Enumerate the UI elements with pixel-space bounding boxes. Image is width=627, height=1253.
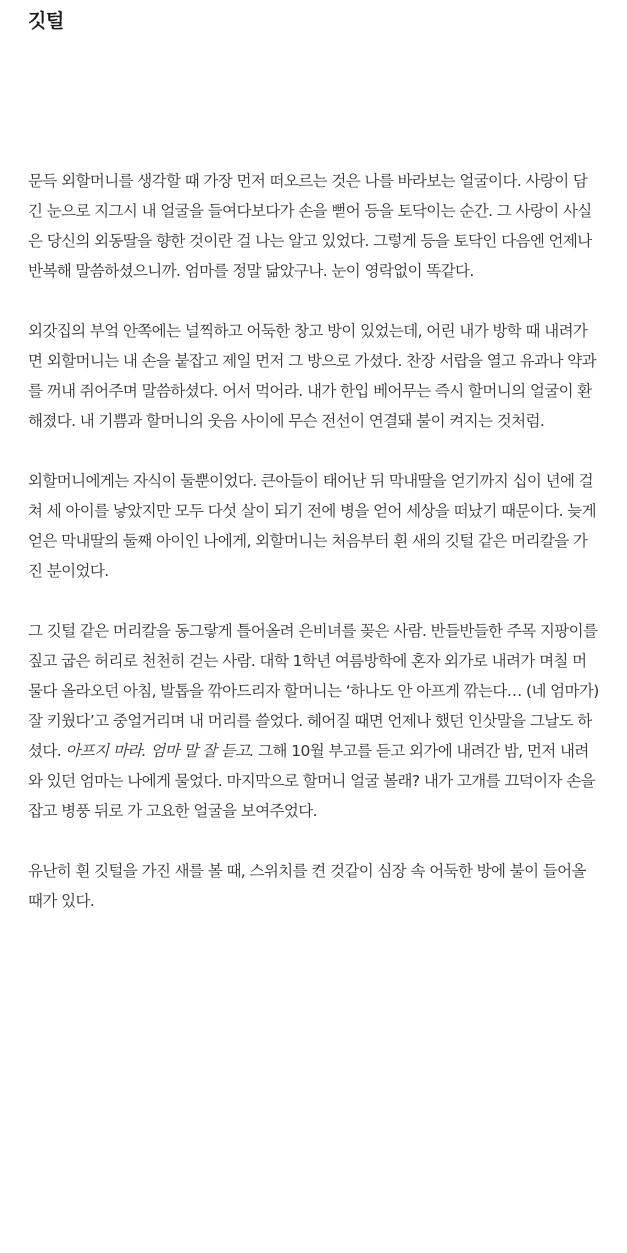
paragraph-4-part-2: 그해 10월 부고를 듣고 외가에 내려간 밤, 먼저 내려와 있던 엄마는 나에게 물었다. 마지막으로 할머니 얼굴 볼래? 내가 고개를 끄덕이자 손을 잡고 병풍 뒤로 가 고요한 얼굴을 보여주었다. [28,742,595,820]
paragraph-5: 유난히 흰 깃털을 가진 새를 볼 때, 스위치를 켠 것같이 심장 속 어둑한 방에 불이 들어올 때가 있다. [28,862,586,910]
article-title: 깃털 [28,10,64,32]
paragraph-4 [28,616,600,826]
article-body [28,166,600,916]
paragraph-4-part-1: 그 깃털 같은 머리칼을 동그랗게 틀어올려 은비녀를 꽂은 사람. 반들반들한 주목 지팡이를 짚고 굽은 허리로 천천히 걷는 사람. 대학 1학년 여름방학에 혼자 외가로 내려가 며칠 머물다 올라오던 아침, 발톱을 깎아드리자 할머니는 ‘하나도 안 아프게 깎는다… (네 엄마가) 잘 키웠다’고 중얼거리며 내 머리를 쓸었다. 헤어질 때면 언제나 했던 인삿말을 그날도 하셨다. [28,622,599,760]
paragraph-1: 문득 외할머니를 생각할 때 가장 먼저 떠오르는 것은 나를 바라보는 얼굴이다. 사랑이 담긴 눈으로 지그시 내 얼굴을 들여다보다가 손을 뻗어 등을 토닥이는 순간. 그 사랑이 사실은 당신의 외동딸을 향한 것이란 걸 나는 알고 있었다. 그렇게 등을 토닥인 다음엔 언제나 반복해 말씀하셨으니까. 엄마를 정말 닮았구나. 눈이 영락없이 똑같다. [28,172,592,280]
paragraph-3: 외할머니에게는 자식이 둘뿐이었다. 큰아들이 태어난 뒤 막내딸을 얻기까지 십이 년에 걸쳐 세 아이를 낳았지만 모두 다섯 살이 되기 전에 병을 얻어 세상을 떠났기 때문이다. 늦게 얻은 막내딸의 둘째 아이인 나에게, 외할머니는 처음부터 흰 새의 깃털 같은 머리칼을 가진 분이었다. [28,472,596,580]
paragraph-2: 외갓집의 부엌 안쪽에는 널찍하고 어둑한 창고 방이 있었는데, 어린 내가 방학 때 내려가면 외할머니는 내 손을 붙잡고 제일 먼저 그 방으로 가셨다. 찬장 서랍을 열고 유과나 약과를 꺼내 쥐어주며 말씀하셨다. 어서 먹어라. 내가 한입 베어무는 즉시 할머니의 얼굴이 환해졌다. 내 기쁨과 할머니의 웃음 사이에 무슨 전선이 연결돼 불이 켜지는 것처럼. [28,322,596,430]
paragraph-4-italic-quote: 아프지 마라. 엄마 말 잘 듣고. [65,742,254,760]
